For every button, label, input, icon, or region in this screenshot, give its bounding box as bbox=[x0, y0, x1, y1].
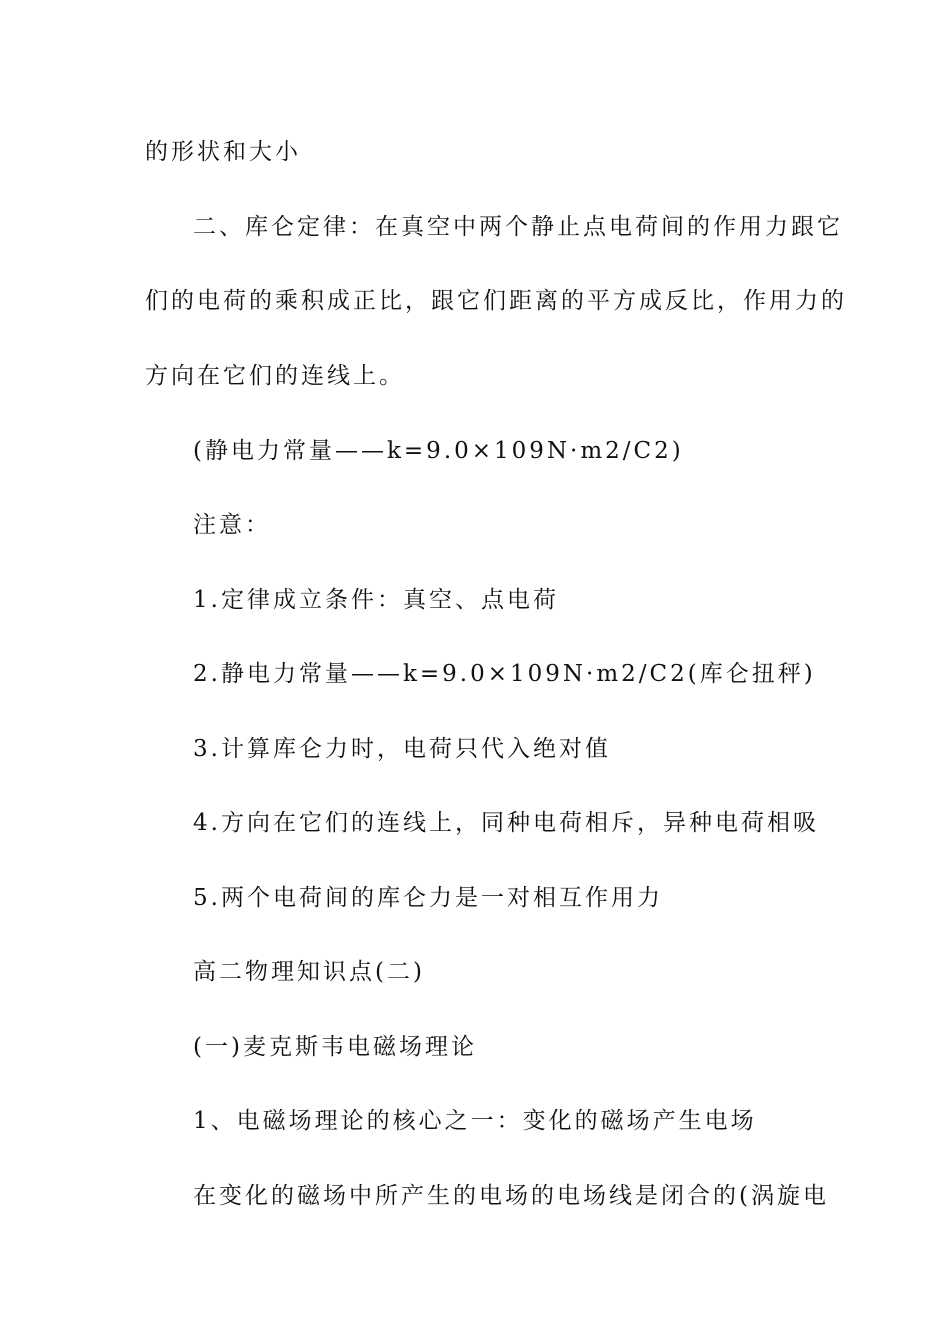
section-heading: 高二物理知识点(二) bbox=[193, 959, 425, 985]
note-item-3: 3.计算库仑力时，电荷只代入绝对值 bbox=[193, 736, 611, 762]
note-item-4: 4.方向在它们的连线上，同种电荷相斥，异种电荷相吸 bbox=[193, 810, 819, 836]
paragraph-line-2: 二、库仑定律：在真空中两个静止点电荷间的作用力跟它 bbox=[193, 214, 843, 240]
paragraph-line-4: 方向在它们的连线上。 bbox=[145, 363, 405, 389]
subsection-heading: (一)麦克斯韦电磁场理论 bbox=[193, 1034, 477, 1060]
paragraph-line-final: 在变化的磁场中所产生的电场的电场线是闭合的(涡旋电 bbox=[193, 1183, 829, 1209]
paragraph-line-1: 的形状和大小 bbox=[145, 139, 301, 165]
note-item-1: 1.定律成立条件：真空、点电荷 bbox=[193, 587, 559, 613]
formula-line: (静电力常量——k=9.0×109N·m2/C2) bbox=[193, 438, 684, 464]
theory-point-1: 1、电磁场理论的核心之一：变化的磁场产生电场 bbox=[193, 1108, 757, 1134]
note-item-5: 5.两个电荷间的库仑力是一对相互作用力 bbox=[193, 885, 663, 911]
paragraph-line-3: 们的电荷的乘积成正比，跟它们距离的平方成反比，作用力的 bbox=[145, 288, 847, 314]
note-heading: 注意： bbox=[193, 512, 271, 538]
note-item-2: 2.静电力常量——k=9.0×109N·m2/C2(库仑扭秤) bbox=[193, 661, 816, 687]
